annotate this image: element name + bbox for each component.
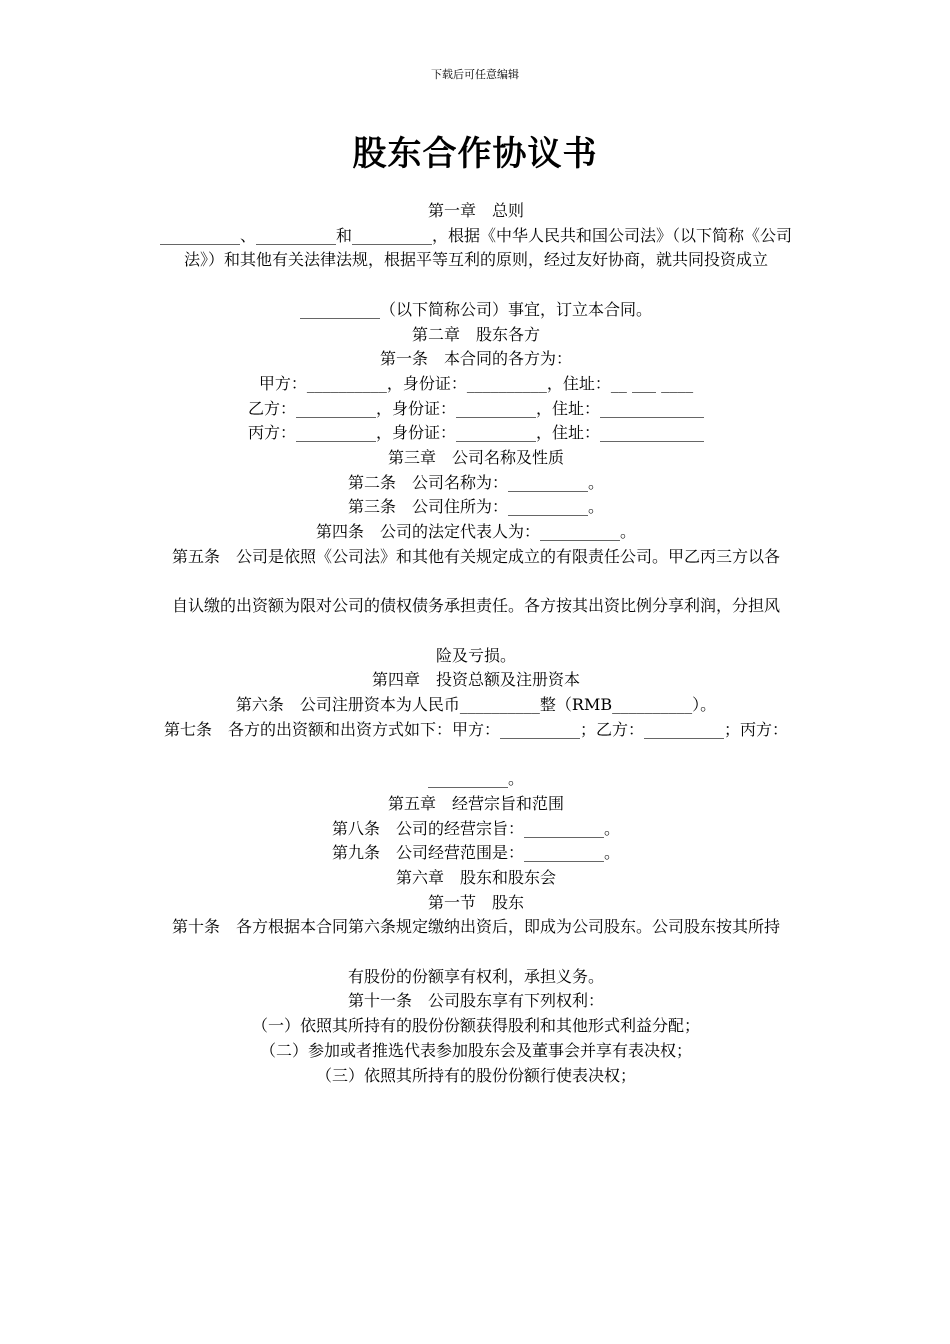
list-item: （一）依照其所持有的股份份额获得股利和其他形式利益分配； (251, 1016, 700, 1036)
article: 第一条 本合同的各方为： (379, 349, 572, 369)
paragraph: 自认缴的出资额为限对公司的债权债务承担责任。各方按其出资比例分享利润，分担风 (171, 596, 780, 616)
article: 第六条 公司注册资本为人民币__________整（RMB__________）。 (235, 695, 717, 715)
header-note: 下载后可任意编辑 (431, 68, 519, 81)
party-line: 乙方：__________，身份证：__________，住址：_____________ (247, 398, 704, 418)
chapter-heading: 第六章 股东和股东会 (395, 867, 556, 887)
chapter-heading: 第四章 投资总额及注册资本 (371, 670, 580, 690)
chapter-heading: 第三章 公司名称及性质 (387, 448, 564, 468)
paragraph: 险及亏损。 (435, 645, 516, 665)
paragraph: __________（以下简称公司）事宜，订立本合同。 (299, 299, 652, 319)
article: 第七条 各方的出资额和出资方式如下：甲方：__________；乙方：__________；丙方： (163, 719, 788, 739)
party-line: 丙方：__________，身份证：__________，住址：_____________ (247, 423, 704, 443)
spacer (145, 570, 807, 595)
spacer (145, 742, 807, 767)
article: 第八条 公司的经营宗旨：__________。 (331, 818, 620, 838)
chapter-heading: 第五章 经营宗旨和范围 (387, 793, 564, 813)
paragraph: 有股份的份额享有权利，承担义务。 (347, 966, 604, 986)
spacer (145, 940, 807, 965)
spacer (145, 273, 807, 298)
party-line: 甲方：__________，身份证：__________，住址：__ ___ ____ (258, 373, 694, 393)
chapter-heading: 第二章 股东各方 (411, 324, 540, 344)
article: 第四条 公司的法定代表人为：__________。 (315, 522, 636, 542)
paragraph: __________、__________和__________，根据《中华人民共和国公司法》（以下简称《公司法》）和其他有关法律法规，根据平等互利的原则，经过友好协商，就共同投资成立 (159, 225, 792, 270)
article: 第二条 公司名称为：__________。 (347, 472, 604, 492)
document-body (145, 199, 807, 1088)
paragraph: __________。 (427, 769, 524, 789)
section-heading: 第一节 股东 (427, 892, 524, 912)
article: 第九条 公司经营范围是：__________。 (331, 843, 620, 863)
list-item: （三）依照其所持有的股份份额行使表决权； (315, 1065, 636, 1085)
article: 第十一条 公司股东享有下列权利： (347, 991, 604, 1011)
list-item: （二）参加或者推选代表参加股东会及董事会并享有表决权； (259, 1040, 692, 1060)
article: 第三条 公司住所为：__________。 (347, 497, 604, 517)
chapter-heading: 第一章 总则 (427, 201, 524, 220)
spacer (145, 619, 807, 644)
article: 第五条 公司是依照《公司法》和其他有关规定成立的有限责任公司。甲乙丙三方以各 (171, 546, 780, 566)
document-title: 股东合作协议书 (352, 134, 598, 174)
article: 第十条 各方根据本合同第六条规定缴纳出资后，即成为公司股东。公司股东按其所持 (171, 917, 780, 937)
